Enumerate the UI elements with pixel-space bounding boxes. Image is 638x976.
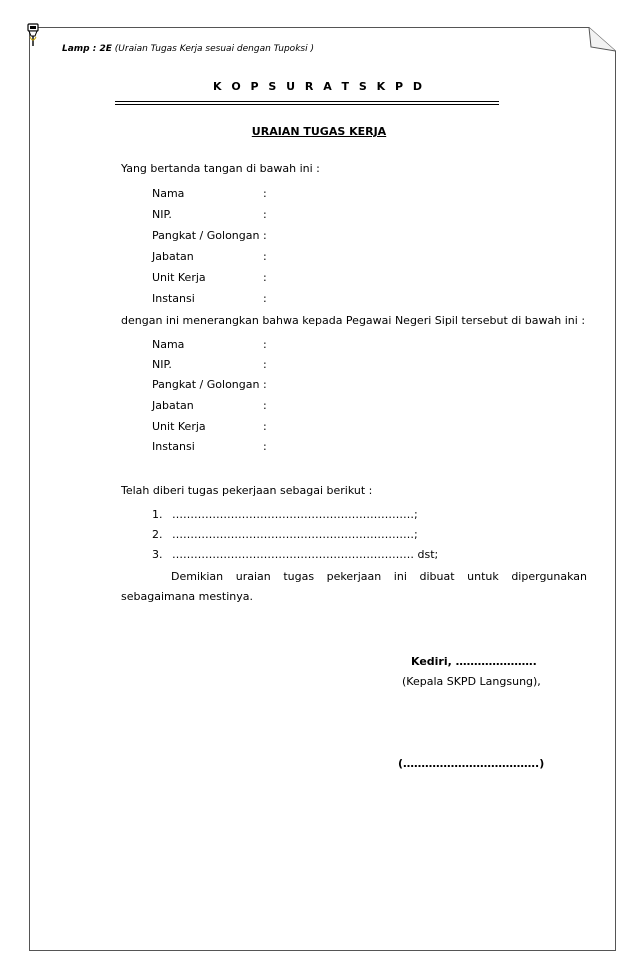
employee-name-label: Nama <box>152 338 185 351</box>
task-number: 1. <box>152 508 163 521</box>
letterhead-title: K O P S U R A T S K P D <box>212 80 426 93</box>
signer-unit-label: Unit Kerja <box>152 271 206 284</box>
employee-agency-label: Instansi <box>152 440 195 453</box>
letterhead-rule-top <box>115 101 499 102</box>
signer-rank-label: Pangkat / Golongan <box>152 229 260 242</box>
signer-position-colon: : <box>263 250 267 263</box>
task-number: 3. <box>152 548 163 561</box>
attachment-code: Lamp : 2E <box>62 44 112 54</box>
tasks-intro-text: Telah diberi tugas pekerjaan sebagai berikut : <box>121 484 373 497</box>
employee-rank-colon: : <box>263 378 267 391</box>
document-title: URAIAN TUGAS KERJA <box>251 125 387 138</box>
task-number: 2. <box>152 528 163 541</box>
employee-agency-colon: : <box>263 440 267 453</box>
employee-position-colon: : <box>263 399 267 412</box>
middle-text: dengan ini menerangkan bahwa kepada Pegawai Negeri Sipil tersebut di bawah ini : <box>121 314 586 327</box>
task-text: …………………………………………………………; <box>172 508 418 521</box>
employee-position-label: Jabatan <box>152 399 194 412</box>
signer-nip-label: NIP. <box>152 208 172 221</box>
attachment-note <box>62 44 314 54</box>
signature-name: (……………………………….) <box>398 757 545 770</box>
employee-unit-colon: : <box>263 420 267 433</box>
intro-text: Yang bertanda tangan di bawah ini : <box>121 162 320 175</box>
employee-unit-label: Unit Kerja <box>152 420 206 433</box>
signer-position-label: Jabatan <box>152 250 194 263</box>
signature-position: (Kepala SKPD Langsung), <box>402 675 541 688</box>
closing-paragraph <box>121 567 587 607</box>
employee-nip-label: NIP. <box>152 358 172 371</box>
signer-agency-label: Instansi <box>152 292 195 305</box>
letterhead-rule-bottom <box>115 104 499 105</box>
employee-rank-label: Pangkat / Golongan <box>152 378 260 391</box>
pushpin-icon <box>27 23 39 47</box>
signer-rank-colon: : <box>263 229 267 242</box>
signer-agency-colon: : <box>263 292 267 305</box>
signer-name-label: Nama <box>152 187 185 200</box>
task-text: …………………………………………………………; <box>172 528 418 541</box>
attachment-description: (Uraian Tugas Kerja sesuai dengan Tupoksi ) <box>111 44 314 54</box>
task-text: ………………………………………………………… dst; <box>172 548 439 561</box>
signer-nip-colon: : <box>263 208 267 221</box>
signer-unit-colon: : <box>263 271 267 284</box>
signer-name-colon: : <box>263 187 267 200</box>
signature-place-date: Kediri, …………………. <box>411 655 537 668</box>
employee-name-colon: : <box>263 338 267 351</box>
closing-text: Demikian uraian tugas pekerjaan ini dibuat untuk dipergunakan sebagaimana mestinya. <box>121 570 587 603</box>
employee-nip-colon: : <box>263 358 267 371</box>
